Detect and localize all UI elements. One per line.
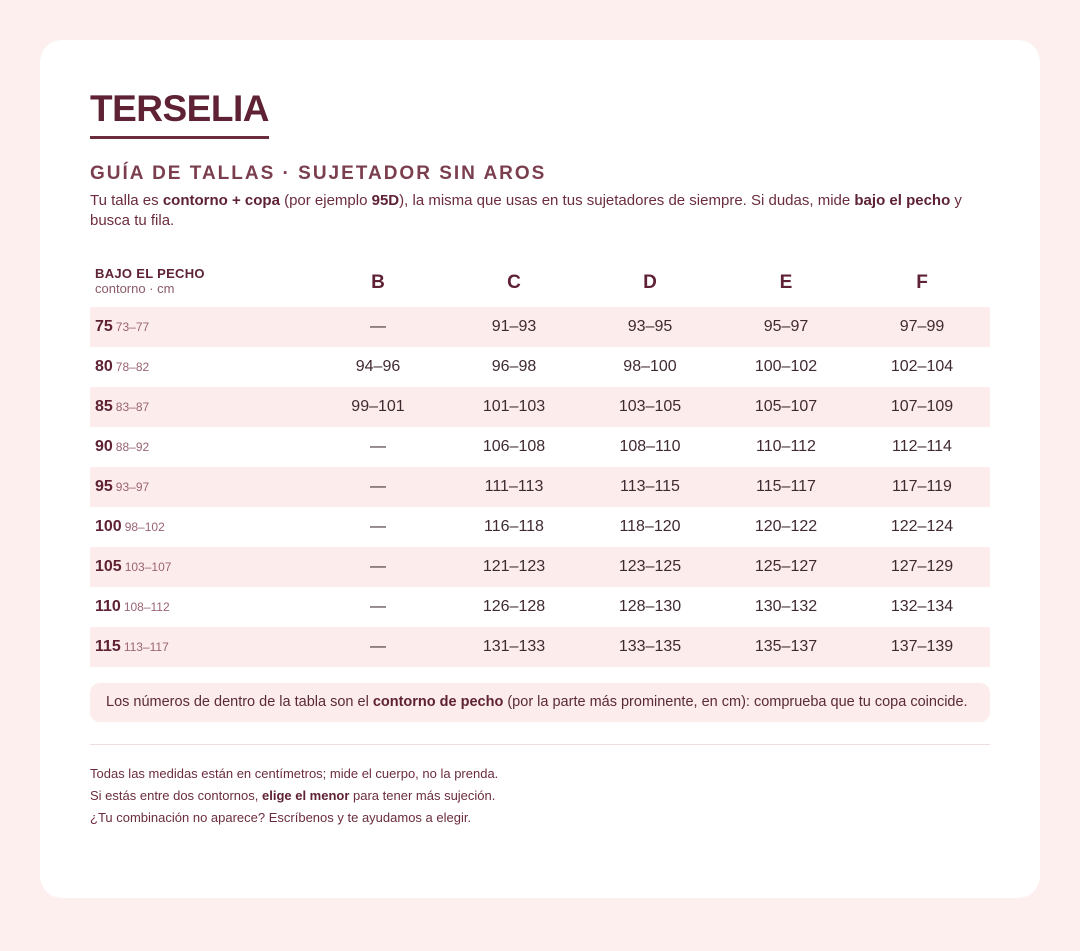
band-cell	[90, 427, 310, 467]
bust-range-cell: 137–139	[854, 627, 990, 667]
band-cell	[90, 507, 310, 547]
table-row	[90, 307, 990, 347]
band-cell	[90, 307, 310, 347]
header-row	[90, 255, 990, 307]
bust-range-cell: 98–100	[623, 358, 677, 375]
band-cell	[90, 347, 310, 387]
bust-range-cell: 101–103	[446, 387, 582, 427]
bust-range-cell: —	[370, 518, 386, 535]
band-range: 78–82	[115, 360, 150, 374]
band-value: 85	[95, 398, 113, 415]
bust-range-cell: 93–95	[582, 307, 718, 347]
band-value: 110	[95, 598, 121, 615]
bust-range-cell: 135–137	[718, 627, 854, 667]
bust-range-cell: 133–135	[582, 627, 718, 667]
cup-header-f: F	[916, 272, 928, 293]
band-cell	[90, 627, 310, 667]
band-value: 95	[95, 478, 113, 495]
bust-range-cell: 95–97	[718, 307, 854, 347]
intro-part-1: Tu talla es	[90, 192, 163, 209]
band-range: 108–112	[123, 600, 170, 614]
band-value: 100	[95, 518, 122, 535]
band-cell	[90, 467, 310, 507]
bust-range-cell: 131–133	[446, 627, 582, 667]
table-row	[90, 587, 990, 627]
band-range: 103–107	[124, 560, 172, 574]
bust-range-cell: 107–109	[854, 387, 990, 427]
bust-range-cell: 113–115	[582, 467, 718, 507]
bust-range-cell: —	[370, 438, 386, 455]
size-table-body	[90, 307, 990, 667]
footer-line-3: ¿Tu combinación no aparece? Escríbenos y te ayudamos a elegir.	[90, 810, 472, 825]
bust-range-cell: 118–120	[619, 518, 681, 535]
bust-range-cell: 108–110	[619, 438, 681, 455]
band-cell	[90, 547, 310, 587]
size-table	[90, 255, 990, 667]
band-range: 113–117	[123, 640, 169, 654]
band-value: 105	[95, 558, 122, 575]
bust-range-cell: 127–129	[854, 547, 990, 587]
cup-header-b: B	[371, 272, 385, 293]
band-header-label: BAJO EL PECHO	[95, 265, 205, 281]
bust-range-cell: —	[370, 598, 386, 615]
cup-header-e: E	[779, 272, 793, 293]
table-row	[90, 627, 990, 667]
bust-range-cell: —	[310, 307, 446, 347]
bust-range-cell: 96–98	[491, 358, 537, 375]
band-value: 80	[95, 358, 113, 375]
size-table-header	[90, 255, 990, 307]
note-part-1: Los números de dentro de la tabla son el	[106, 694, 373, 710]
intro-bold-1: contorno + copa	[162, 192, 280, 209]
size-guide-content	[90, 88, 990, 829]
band-cell	[90, 587, 310, 627]
intro-part-4: y busca tu fila.	[90, 192, 962, 229]
band-range: 73–77	[115, 320, 150, 334]
size-guide-card	[40, 40, 1040, 898]
bust-range-cell: 132–134	[890, 598, 954, 615]
band-value: 115	[95, 638, 121, 655]
page-subtitle: GUÍA DE TALLAS · SUJETADOR SIN AROS	[90, 163, 547, 184]
table-row	[90, 507, 990, 547]
bust-range-cell: 126–128	[482, 598, 546, 615]
table-row	[90, 547, 990, 587]
bust-range-cell: 123–125	[582, 547, 718, 587]
bust-range-cell: 112–114	[892, 438, 952, 455]
bust-range-cell: 116–118	[484, 518, 544, 535]
bust-range-cell: 105–107	[718, 387, 854, 427]
cup-header-d: D	[643, 272, 657, 293]
bust-range-cell: 97–99	[854, 307, 990, 347]
footer-line-2-a: Si estás entre dos contornos,	[90, 788, 262, 803]
bust-range-cell: 99–101	[310, 387, 446, 427]
intro-text	[90, 191, 990, 231]
bust-range-cell: 106–108	[482, 438, 546, 455]
band-column-header	[90, 255, 310, 307]
intro-bold-2: 95D	[371, 192, 400, 209]
bust-range-cell: 100–102	[754, 358, 818, 375]
bust-range-cell: —	[310, 547, 446, 587]
note-part-2: (por la parte más prominente, en cm): comprueba que tu copa coincide.	[503, 694, 968, 710]
bust-range-cell: 110–112	[756, 438, 816, 455]
divider	[90, 744, 990, 745]
bust-range-cell: 91–93	[446, 307, 582, 347]
bust-range-cell: —	[310, 627, 446, 667]
bust-range-cell: 103–105	[582, 387, 718, 427]
band-range: 88–92	[115, 440, 150, 454]
cup-header-c: C	[507, 272, 521, 293]
bust-range-cell: 130–132	[754, 598, 818, 615]
footer-line-2-bold: elige el menor	[261, 788, 350, 803]
table-row	[90, 467, 990, 507]
footer-line-2-c: para tener más sujeción.	[349, 788, 496, 803]
footer-line-2	[90, 785, 990, 807]
bust-range-cell: —	[310, 467, 446, 507]
band-cell	[90, 387, 310, 427]
bust-range-cell: 94–96	[355, 358, 401, 375]
bust-range-cell: 125–127	[718, 547, 854, 587]
bust-range-cell: 115–117	[718, 467, 854, 507]
band-value: 90	[95, 438, 113, 455]
band-header-sub: contorno · cm	[95, 280, 175, 296]
intro-part-2: (por ejemplo	[279, 192, 372, 209]
intro-part-3: ), la misma que usas en tus sujetadores de siempre. Si dudas, mide	[399, 192, 855, 209]
table-row	[90, 347, 990, 387]
bust-range-cell: 102–104	[890, 358, 954, 375]
bust-range-cell: 122–124	[890, 518, 954, 535]
bust-range-cell: 111–113	[446, 467, 582, 507]
bust-range-cell: 120–122	[754, 518, 818, 535]
bust-range-cell: 121–123	[446, 547, 582, 587]
band-value: 75	[95, 318, 113, 335]
band-range: 93–97	[115, 480, 150, 494]
intro-bold-3: bajo el pecho	[854, 192, 951, 209]
table-row	[90, 387, 990, 427]
band-range: 83–87	[115, 400, 150, 414]
bust-range-cell: 117–119	[854, 467, 990, 507]
brand-logo: TERSELIA	[90, 88, 269, 139]
note-bold: contorno de pecho	[372, 694, 504, 710]
footer-line-1: Todas las medidas están en centímetros; mide el cuerpo, no la prenda.	[90, 766, 499, 781]
band-range: 98–102	[124, 520, 165, 534]
footer-notes	[90, 763, 990, 829]
info-note	[90, 683, 990, 722]
bust-range-cell: 128–130	[618, 598, 682, 615]
table-row	[90, 427, 990, 467]
